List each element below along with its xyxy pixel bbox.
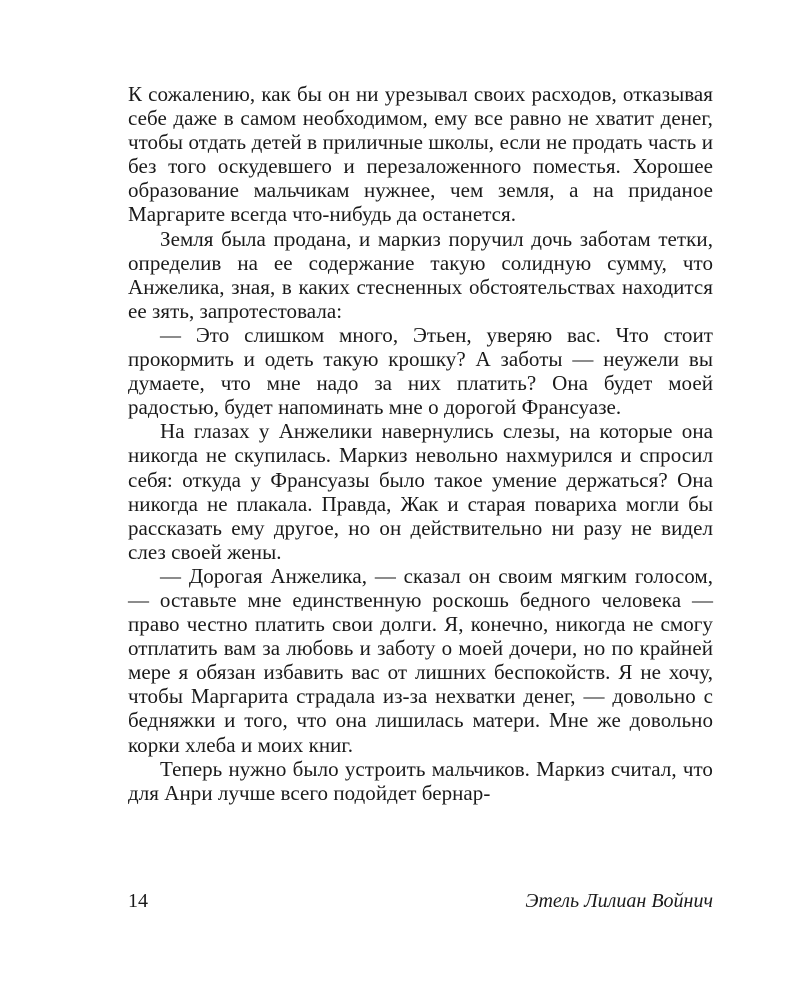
- page-number: 14: [128, 890, 148, 912]
- paragraph: — Дорогая Анжелика, — сказал он своим мягким голосом, — оставьте мне единственную роскошь бедного человека — право честно платить свои долги. Я, конечно, никогда не смогу отплатить вам за любовь и заботу о моей дочери, но по крайней мере я обязан избавить вас от лишних беспокойств. Я не хочу, чтобы Маргарита страдала из-за нехватки денег, — довольно с бедняжки и того, что она лишилась матери. Мне же довольно корки хлеба и моих книг.: [128, 563, 713, 757]
- paragraph: Теперь нужно было устроить мальчиков. Маркиз считал, что для Анри лучше всего подойдет бернар-: [128, 756, 713, 805]
- body-text: [128, 82, 713, 805]
- paragraph: К сожалению, как бы он ни урезывал своих расходов, отказывая себе даже в самом необходимом, ему все равно не хватит денег, чтобы отдать детей в приличные школы, если не продать часть и без того оскудевшего и перезаложенного поместья. Хорошее образование мальчикам нужнее, чем земля, а на приданое Маргарите всегда что-нибудь да останется.: [128, 82, 713, 227]
- paragraph: — Это слишком много, Этьен, уверяю вас. Что стоит прокормить и одеть такую крошку? А заботы — неужели вы думаете, что мне надо за них платить? Она будет моей радостью, будет напоминать мне о дорогой Франсуазе.: [128, 322, 713, 420]
- running-footer-author: Этель Лилиан Войнич: [525, 890, 713, 912]
- paragraph: Земля была продана, и маркиз поручил дочь заботам тетки, определив на ее содержание такую солидную сумму, что Анжелика, зная, в каких стесненных обстоятельствах находится ее зять, запротестовала:: [128, 226, 713, 323]
- page-footer: [128, 890, 713, 916]
- paragraph: На глазах у Анжелики навернулись слезы, на которые она никогда не скупилась. Маркиз невольно нахмурился и спросил себя: откуда у Франсуазы было такое умение держаться? Она никогда не плакала. Правда, Жак и старая повариха могли бы рассказать ему другое, но он действительно ни разу не видел слез своей жены.: [128, 419, 713, 564]
